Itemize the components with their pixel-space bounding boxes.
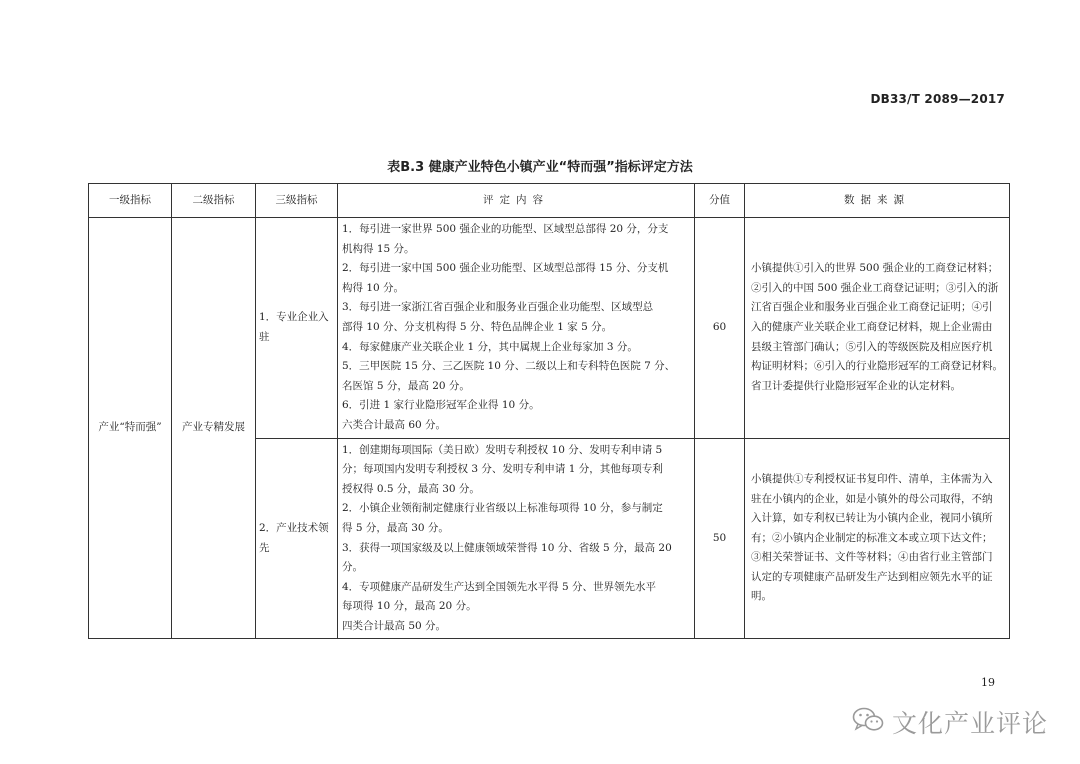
header-level3: 三级指标 — [256, 184, 338, 218]
content-line: 每项得 10 分，最高 20 分。 — [342, 600, 477, 613]
table-header-row — [89, 184, 1010, 218]
level3-cell — [256, 218, 338, 439]
content-line: 4．每家健康产业关联企业 1 分，其中属规上企业每家加 3 分。 — [342, 340, 638, 353]
header-level2: 二级指标 — [172, 184, 256, 218]
score-cell: 60 — [695, 218, 745, 439]
content-line: 得 5 分，最高 30 分。 — [342, 521, 449, 534]
source-line: 驻在小镇内的企业，如是小镇外的母公司取得，不纳 — [751, 492, 993, 505]
header-content: 评定内容 — [338, 184, 695, 218]
evaluation-table — [88, 183, 1010, 639]
source-cell — [745, 218, 1010, 439]
source-line: 明。 — [751, 590, 772, 603]
header-level1: 一级指标 — [89, 184, 172, 218]
content-line: 3．每引进一家浙江省百强企业和服务业百强企业功能型、区域型总 — [342, 301, 654, 314]
page-number: 19 — [981, 676, 995, 689]
source-line: 省卫计委提供行业隐形冠军企业的认定材料。 — [751, 379, 961, 392]
level3-line: 先 — [259, 541, 270, 554]
source-line: 江省百强企业和服务业百强企业工商登记证明；④引 — [751, 301, 993, 314]
content-line: 2．每引进一家中国 500 强企业功能型、区域型总部得 15 分、分支机 — [342, 262, 669, 275]
source-line: 县级主管部门确认；⑤引入的等级医院及相应医疗机 — [751, 340, 993, 353]
content-line: 授权得 0.5 分，最高 30 分。 — [342, 482, 480, 495]
content-line: 分。 — [342, 561, 363, 574]
content-line: 分；每项国内发明专利授权 3 分、发明专利申请 1 分，其他每项专利 — [342, 463, 663, 476]
content-line: 4．专项健康产品研发生产达到全国领先水平得 5 分、世界领先水平 — [342, 580, 657, 593]
header-score: 分值 — [695, 184, 745, 218]
source-line: 入计算，如专利权已转让为小镇内企业，视同小镇所 — [751, 512, 993, 525]
source-line: 认定的专项健康产品研发生产达到相应领先水平的证 — [751, 570, 993, 583]
source-line: 小镇提供①引入的世界 500 强企业的工商登记材料； — [751, 262, 999, 275]
content-line: 5．三甲医院 15 分、三乙医院 10 分、二级以上和专科特色医院 7 分、 — [342, 360, 676, 373]
level3-line: 驻 — [259, 330, 270, 343]
content-line: 构得 10 分。 — [342, 281, 405, 294]
content-line: 1．创建期每项国际（美日欧）发明专利授权 10 分、发明专利申请 5 — [342, 443, 663, 456]
content-line: 名医馆 5 分，最高 20 分。 — [342, 379, 470, 392]
source-cell — [745, 438, 1010, 639]
document-code: DB33/T 2089—2017 — [870, 92, 1005, 106]
source-line: 有；②小镇内企业制定的标准文本或立项下达文件； — [751, 531, 993, 544]
watermark — [852, 704, 1048, 740]
content-line: 2．小镇企业领衔制定健康行业省级以上标准每项得 10 分，参与制定 — [342, 502, 663, 515]
content-line: 6．引进 1 家行业隐形冠军企业得 10 分。 — [342, 399, 540, 412]
level2-cell: 产业专精发展 — [172, 218, 256, 639]
table-title: 表B.3 健康产业特色小镇产业“特而强”指标评定方法 — [387, 160, 693, 175]
content-line: 部得 10 分、分支机构得 5 分、特色品牌企业 1 家 5 分。 — [342, 320, 613, 333]
content-line: 机构得 15 分。 — [342, 242, 415, 255]
content-line: 1．每引进一家世界 500 强企业的功能型、区域型总部得 20 分，分支 — [342, 223, 669, 235]
content-line: 3．获得一项国家级及以上健康领域荣誉得 10 分、省级 5 分，最高 20 — [342, 541, 672, 554]
level3-line: 2．产业技术领 — [259, 521, 329, 534]
wechat-icon — [852, 707, 884, 737]
header-source: 数据来源 — [745, 184, 1010, 218]
source-line: 构证明材料；⑥引入的行业隐形冠军的工商登记材料。 — [751, 360, 1003, 373]
source-line: ②引入的中国 500 强企业工商登记证明；③引入的浙 — [751, 281, 999, 294]
score-cell: 50 — [695, 438, 745, 639]
content-line: 六类合计最高 60 分。 — [342, 418, 447, 431]
content-cell — [338, 218, 695, 439]
watermark-text: 文化产业评论 — [891, 709, 1048, 738]
source-line: 小镇提供①专利授权证书复印件、清单，主体需为入 — [751, 472, 993, 485]
content-cell — [338, 438, 695, 639]
level1-cell: 产业“特而强” — [89, 218, 172, 639]
source-line: 入的健康产业关联企业工商登记材料，规上企业需由 — [751, 320, 993, 333]
level3-line: 1．专业企业入 — [259, 311, 329, 324]
table-row — [89, 218, 1010, 439]
level3-cell — [256, 438, 338, 639]
source-line: ③相关荣誉证书、文件等材料；④由省行业主管部门 — [751, 551, 993, 564]
content-line: 四类合计最高 50 分。 — [342, 619, 447, 632]
